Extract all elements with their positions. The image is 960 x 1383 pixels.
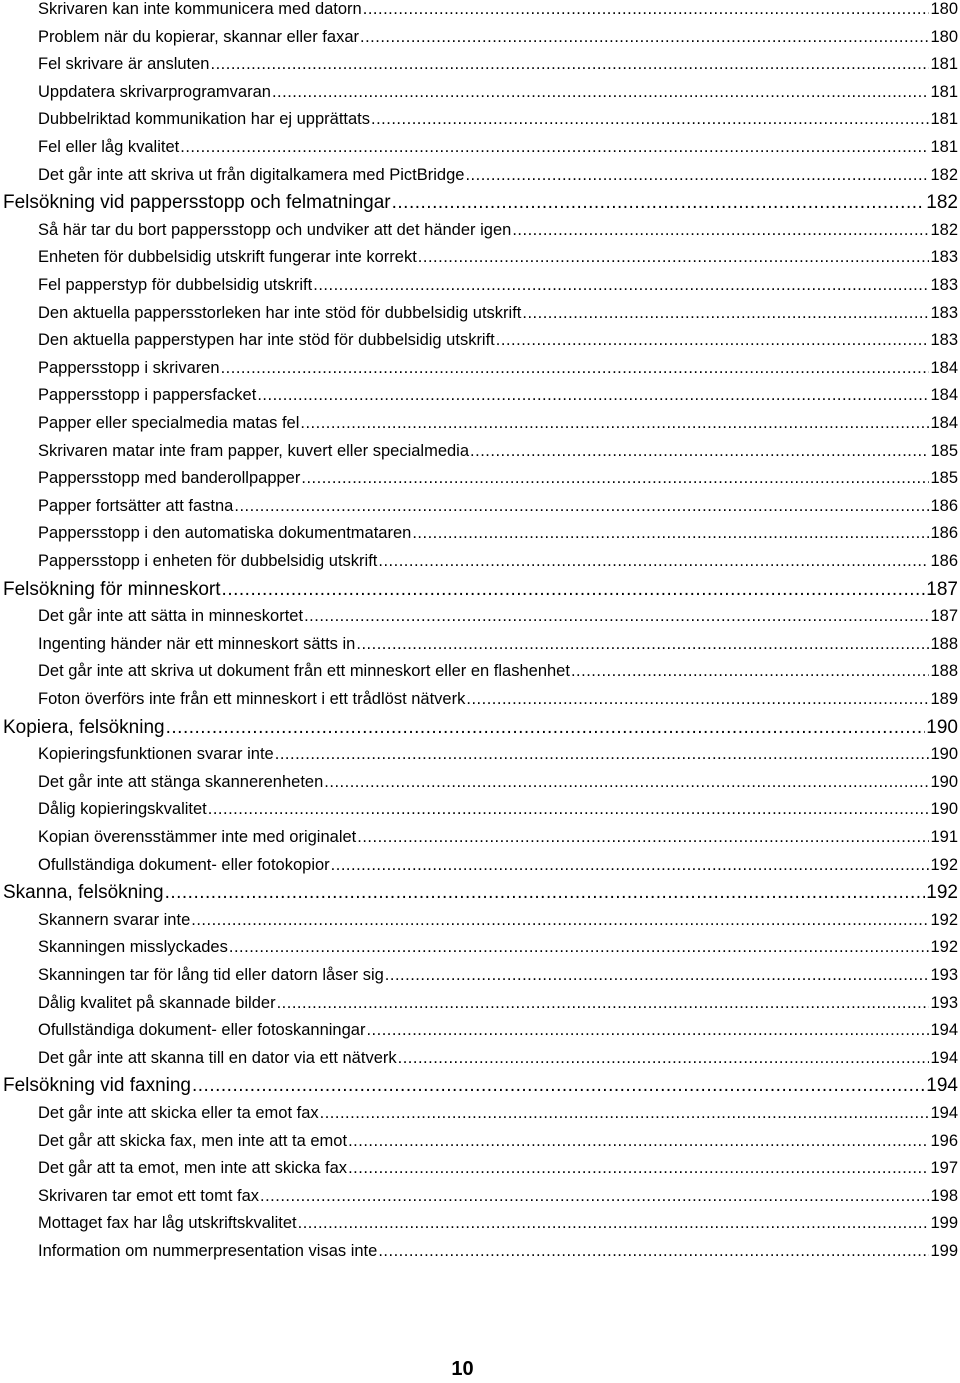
toc-entry[interactable]	[38, 800, 958, 824]
toc-entry-title: Pappersstopp med banderollpapper	[38, 469, 301, 488]
toc-entry-page: 187	[926, 578, 958, 600]
dot-leader	[208, 800, 930, 819]
toc-entry-page: 181	[930, 138, 958, 156]
dot-leader	[348, 1159, 929, 1178]
toc-entry-title: Den aktuella pappersstorleken har inte stöd för dubbelsidig utskrift	[38, 303, 522, 322]
toc-entry-page: 184	[930, 414, 958, 432]
toc-entry-title: Så här tar du bort pappersstopp och undviker att det händer igen	[38, 220, 512, 239]
toc-entry-title: Kopiera, felsökning	[3, 716, 165, 738]
dot-leader	[304, 607, 929, 626]
toc-entry[interactable]	[38, 966, 958, 990]
toc-entry-title: Kopieringsfunktionen svarar inte	[38, 745, 274, 764]
toc-entry-page: 190	[930, 800, 958, 819]
dot-leader	[378, 1242, 929, 1261]
toc-entry-page: 188	[930, 634, 958, 653]
toc-entry-title: Skanningen tar för lång tid eller datorn låser sig	[38, 966, 384, 984]
toc-entry-title: Det går inte att skriva ut från digitalkamera med PictBridge	[38, 165, 465, 184]
dot-leader	[418, 248, 930, 267]
toc-entry-title: Ofullständiga dokument- eller fotoskanningar	[38, 1021, 366, 1040]
toc-entry[interactable]	[38, 690, 958, 714]
toc-entry-title: Skrivaren tar emot ett tomt fax	[38, 1186, 259, 1205]
page-number: 10	[451, 1358, 474, 1380]
toc-entry-title: Felsökning för minneskort	[3, 578, 221, 600]
toc-entry[interactable]	[38, 828, 958, 852]
toc-entry-title: Ofullständiga dokument- eller fotokopior	[38, 855, 330, 874]
dot-leader	[234, 497, 929, 516]
dot-leader	[466, 690, 929, 709]
toc-entry-page: 185	[930, 441, 958, 460]
toc-entry[interactable]	[38, 83, 958, 107]
toc-entry-title: Pappersstopp i pappersfacket	[38, 386, 257, 405]
toc-entry[interactable]	[38, 911, 958, 935]
toc-entry-title: Den aktuella papperstypen har inte stöd för dubbelsidig utskrift	[38, 331, 495, 350]
dot-leader	[191, 911, 929, 930]
toc-entry-title: Papper eller specialmedia matas fel	[38, 414, 300, 432]
toc-entry[interactable]	[38, 1104, 958, 1128]
toc-entry[interactable]	[38, 1242, 958, 1266]
toc-entry-page: 183	[930, 303, 958, 322]
dot-leader	[571, 662, 930, 681]
toc-entry-title: Papper fortsätter att fastna	[38, 496, 234, 515]
dot-leader	[385, 966, 930, 985]
dot-leader	[277, 994, 930, 1013]
toc-entry-page: 185	[930, 469, 958, 488]
toc-entry[interactable]	[38, 28, 958, 52]
toc-entry-page: 199	[930, 1242, 958, 1260]
toc-entry[interactable]	[38, 138, 958, 162]
toc-entry-page: 182	[930, 165, 958, 184]
toc-entry[interactable]	[38, 497, 958, 521]
toc-entry-title: Problem när du kopierar, skannar eller faxar	[38, 27, 359, 46]
toc-entry-page: 186	[930, 496, 958, 515]
toc-entry[interactable]	[38, 331, 958, 355]
toc-entry[interactable]	[38, 994, 958, 1018]
dot-leader	[301, 469, 929, 488]
toc-entry-page: 190	[926, 716, 958, 738]
toc-entry-title: Dålig kvalitet på skannade bilder	[38, 993, 276, 1012]
dot-leader	[363, 0, 930, 19]
dot-leader	[360, 28, 929, 47]
toc-entry[interactable]	[38, 469, 958, 493]
toc-entry-title: Information om nummerpresentation visas inte	[38, 1242, 378, 1260]
dot-leader	[465, 166, 929, 185]
toc-entry[interactable]	[38, 1049, 958, 1073]
toc-section-entry[interactable]	[3, 717, 958, 743]
dot-leader	[272, 83, 930, 102]
toc-entry-page: 180	[930, 27, 958, 46]
toc-entry[interactable]	[38, 166, 958, 190]
dot-leader	[180, 138, 929, 157]
toc-entry-title: Det går inte att skanna till en dator via ett nätverk	[38, 1048, 397, 1067]
dot-leader	[348, 1132, 929, 1151]
toc-section-entry[interactable]	[3, 882, 958, 908]
toc-entry-page: 199	[930, 1214, 958, 1233]
dot-leader	[211, 55, 930, 74]
toc-entry-title: Skrivaren matar inte fram papper, kuvert eller specialmedia	[38, 441, 470, 460]
dot-leader	[470, 442, 929, 461]
toc-entry-page: 183	[930, 276, 958, 294]
dot-leader	[392, 192, 926, 214]
dot-leader	[356, 635, 929, 654]
toc-entry-page: 187	[930, 607, 958, 626]
toc-entry[interactable]	[38, 221, 958, 245]
toc-section-entry[interactable]	[3, 579, 958, 605]
toc-entry[interactable]	[38, 304, 958, 328]
toc-entry-page: 189	[930, 690, 958, 708]
dot-leader	[313, 276, 929, 295]
toc-entry-page: 186	[930, 524, 958, 543]
toc-entry-page: 197	[930, 1159, 958, 1178]
toc-entry-title: Skanna, felsökning	[3, 882, 164, 904]
toc-entry[interactable]	[38, 1021, 958, 1045]
toc-entry-title: Mottaget fax har låg utskriftskvalitet	[38, 1214, 297, 1233]
toc-entry[interactable]	[38, 552, 958, 576]
toc-entry-page: 192	[926, 882, 958, 904]
toc-entry-title: Enheten för dubbelsidig utskrift fungerar inte korrekt	[38, 248, 417, 267]
toc-entry-title: Kopian överensstämmer inte med originalet	[38, 828, 357, 846]
toc-entry-page: 196	[930, 1131, 958, 1150]
toc-entry-page: 182	[930, 220, 958, 239]
dot-leader	[378, 552, 929, 571]
toc-entry-title: Fel eller låg kvalitet	[38, 138, 180, 156]
dot-leader	[324, 773, 929, 792]
dot-leader	[257, 386, 929, 405]
toc-entry-title: Skannern svarar inte	[38, 910, 191, 929]
toc-entry-title: Fel papperstyp för dubbelsidig utskrift	[38, 276, 313, 294]
toc-entry-title: Skanningen misslyckades	[38, 938, 228, 957]
toc-entry-page: 192	[930, 938, 958, 957]
toc-entry-page: 193	[930, 993, 958, 1012]
toc-entry-page: 181	[930, 55, 958, 74]
toc-entry-title: Fel skrivare är ansluten	[38, 55, 210, 74]
toc-entry-title: Det går inte att skriva ut dokument från ett minneskort eller en flashenhet	[38, 662, 570, 681]
toc-entry-title: Dålig kopieringskvalitet	[38, 800, 207, 819]
toc-entry[interactable]	[38, 635, 958, 659]
toc-entry[interactable]	[38, 607, 958, 631]
toc-entry-title: Pappersstopp i skrivaren	[38, 358, 220, 377]
toc-entry-page: 181	[930, 82, 958, 101]
dot-leader	[165, 882, 926, 904]
dot-leader	[320, 1104, 930, 1123]
dot-leader	[298, 1214, 930, 1233]
toc-entry-page: 198	[930, 1186, 958, 1205]
toc-section-entry[interactable]	[3, 1075, 958, 1101]
toc-entry-page: 190	[930, 745, 958, 764]
toc-entry-page: 194	[930, 1048, 958, 1067]
toc-entry[interactable]	[38, 524, 958, 548]
toc-entry[interactable]	[38, 442, 958, 466]
dot-leader	[496, 331, 930, 350]
toc-entry[interactable]	[38, 110, 958, 134]
toc-entry-page: 184	[930, 386, 958, 405]
toc-entry-page: 183	[930, 331, 958, 350]
toc-entry-page: 194	[930, 1104, 958, 1122]
toc-entry[interactable]	[38, 55, 958, 79]
toc-entry-page: 182	[926, 192, 958, 214]
toc-entry[interactable]	[38, 248, 958, 272]
toc-entry-page: 181	[930, 110, 958, 129]
toc-entry-page: 192	[930, 910, 958, 929]
toc-entry[interactable]	[38, 1132, 958, 1156]
toc-entry[interactable]	[38, 856, 958, 880]
toc-entry-title: Ingenting händer när ett minneskort sätts in	[38, 634, 356, 653]
toc-entry[interactable]	[38, 359, 958, 383]
toc-entry-title: Pappersstopp i den automatiska dokumentmataren	[38, 524, 412, 543]
toc-entry-title: Foton överförs inte från ett minneskort i ett trådlöst nätverk	[38, 690, 466, 708]
dot-leader	[300, 414, 929, 433]
toc-entry[interactable]	[38, 1159, 958, 1183]
toc-entry[interactable]	[38, 938, 958, 962]
toc-entry-page: 183	[930, 248, 958, 267]
dot-leader	[166, 717, 926, 739]
toc-entry-page: 193	[930, 966, 958, 984]
dot-leader	[222, 579, 926, 601]
toc-entry[interactable]	[38, 745, 958, 769]
toc-entry-page: 186	[930, 552, 958, 570]
toc-entry-title: Felsökning vid pappersstopp och felmatningar	[3, 192, 391, 214]
dot-leader	[357, 828, 929, 847]
toc-entry[interactable]	[38, 386, 958, 410]
dot-leader	[221, 359, 930, 378]
toc-entry-title: Det går inte att sätta in minneskortet	[38, 607, 304, 626]
dot-leader	[229, 938, 930, 957]
dot-leader	[371, 110, 929, 129]
dot-leader	[412, 524, 929, 543]
toc-entry-title: Det går att ta emot, men inte att skicka fax	[38, 1159, 348, 1178]
toc-entry[interactable]	[38, 414, 958, 438]
dot-leader	[398, 1049, 930, 1068]
toc-entry[interactable]	[38, 276, 958, 300]
toc-entry-title: Felsökning vid faxning	[3, 1075, 191, 1097]
toc-entry-title: Dubbelriktad kommunikation har ej upprättats	[38, 110, 371, 129]
dot-leader	[522, 304, 929, 323]
dot-leader	[366, 1021, 929, 1040]
toc-entry-title: Pappersstopp i enheten för dubbelsidig utskrift	[38, 552, 378, 570]
toc-entry-page: 184	[930, 358, 958, 377]
toc-entry-page: 194	[926, 1075, 958, 1097]
toc-entry-title: Det går att skicka fax, men inte att ta emot	[38, 1131, 348, 1150]
toc-entry-page: 191	[930, 828, 958, 846]
dot-leader	[260, 1187, 929, 1206]
toc-entry[interactable]	[38, 773, 958, 797]
dot-leader	[331, 856, 930, 875]
toc-entry-title: Det går inte att stänga skannerenheten	[38, 772, 324, 791]
dot-leader	[275, 745, 930, 764]
dot-leader	[192, 1075, 925, 1097]
dot-leader	[512, 221, 929, 240]
toc-entry[interactable]	[38, 1187, 958, 1211]
toc-section-entry[interactable]	[3, 192, 958, 218]
toc-entry[interactable]	[38, 1214, 958, 1238]
toc-entry[interactable]	[38, 0, 958, 24]
toc-entry-title: Det går inte att skicka eller ta emot fax	[38, 1104, 319, 1122]
toc-entry-page: 192	[930, 855, 958, 874]
toc-entry-page: 190	[930, 772, 958, 791]
toc-entry-title: Uppdatera skrivarprogramvaran	[38, 82, 271, 101]
toc-entry-title: Skrivaren kan inte kommunicera med datorn	[38, 0, 362, 18]
toc-entry-page: 180	[930, 0, 958, 18]
toc-entry-page: 188	[930, 662, 958, 681]
toc-entry[interactable]	[38, 662, 958, 686]
toc-entry-page: 194	[930, 1021, 958, 1040]
